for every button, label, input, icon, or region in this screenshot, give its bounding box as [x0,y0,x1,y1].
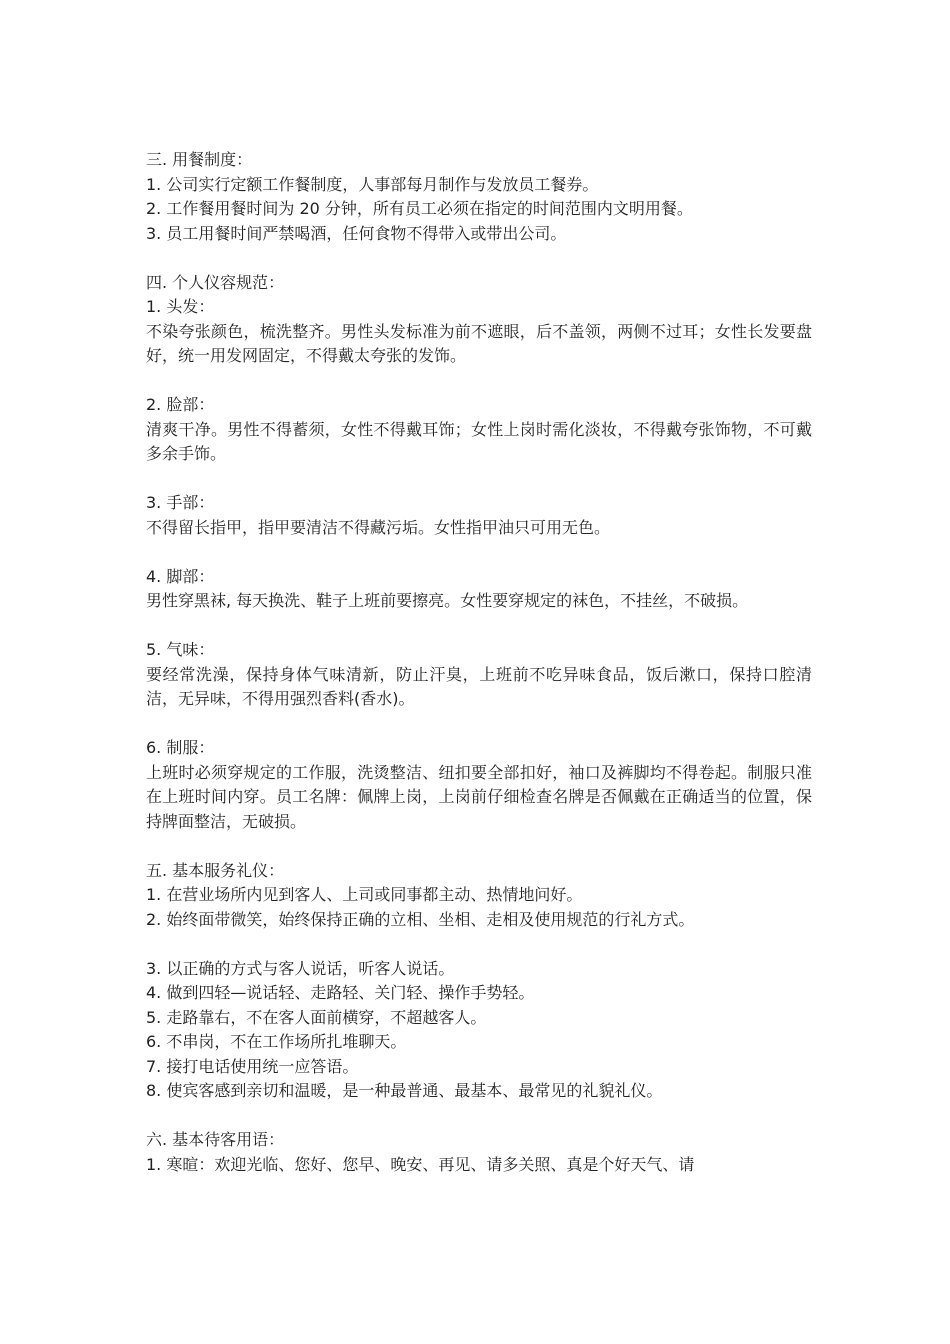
paragraph-spacer [146,712,812,737]
list-item: 1. 在营业场所内见到客人、上司或同事都主动、热情地问好。 [146,885,583,904]
section-heading: 三. 用餐制度： [146,150,253,169]
section-heading: 四. 个人仪容规范： [146,272,285,292]
item-title-feet: 4. 脚部： [146,566,215,586]
section-heading: 六. 基本待客用语： [146,1130,285,1149]
item-title-uniform: 6. 制服： [146,738,215,757]
section-dining-policy [146,148,812,246]
paragraph-spacer [146,467,812,492]
list-item: 7. 接打电话使用统一应答语。 [146,1056,359,1076]
list-item: 8. 使宾客感到亲切和温暖，是一种最普通、最基本、最常见的礼貌礼仪。 [146,1081,663,1100]
item-text-uniform: 上班时必须穿规定的工作服，洗烫整洁、纽扣要全部扣好，袖口及裤脚均不得卷起。制服只准在上班时间内穿。员工名牌：佩牌上岗，上岗前仔细检查名牌是否佩戴在正确适当的位置，保持牌面整洁，无破损。 [146,762,812,831]
paragraph-spacer [146,614,812,639]
item-text-odor: 要经常洗澡，保持身体气味清新，防止汗臭，上班前不吃异味食品，饭后漱口，保持口腔清洁，无异味，不得用强烈香料(香水)。 [146,664,812,708]
list-item: 1. 寒暄：欢迎光临、您好、您早、晚安、再见、请多关照、真是个好天气、请 [146,1154,695,1174]
item-text-face: 清爽干净。男性不得蓄须，女性不得戴耳饰；女性上岗时需化淡妆，不得戴夸张饰物，不可戴多余手饰。 [146,419,812,463]
list-item: 4. 做到四轻—说话轻、走路轻、关门轻、操作手势轻。 [146,983,535,1002]
document-body [146,148,812,1177]
item-text-feet: 男性穿黑袜, 每天换洗、鞋子上班前要擦亮。女性要穿规定的袜色，不挂丝，不破损。 [146,591,749,610]
section-grooming-standards [146,271,812,835]
item-text-hair: 不染夸张颜色，梳洗整齐。男性头发标准为前不遮眼，后不盖领，两侧不过耳；女性长发要盘好，统一用发网固定，不得戴太夸张的发饰。 [146,321,812,365]
list-item: 3. 员工用餐时间严禁喝酒，任何食物不得带入或带出公司。 [146,223,567,243]
list-item: 1. 公司实行定额工作餐制度，人事部每月制作与发放员工餐券。 [146,174,599,194]
item-title-hands: 3. 手部： [146,493,215,512]
list-item: 5. 走路靠右，不在客人面前横穿，不超越客人。 [146,1007,487,1027]
list-item: 6. 不串岗，不在工作场所扎堆聊天。 [146,1032,407,1051]
section-greeting-phrases [146,1128,812,1177]
paragraph-spacer [146,540,812,565]
section-heading: 五. 基本服务礼仪： [146,860,285,880]
section-service-etiquette [146,859,812,1104]
paragraph-spacer [146,1104,812,1129]
paragraph-spacer [146,834,812,859]
item-title-odor: 5. 气味： [146,640,215,659]
list-item: 3. 以正确的方式与客人说话，听客人说话。 [146,958,455,978]
list-item: 2. 工作餐用餐时间为 20 分钟，所有员工必须在指定的时间范围内文明用餐。 [146,199,693,218]
paragraph-spacer [146,932,812,957]
item-title-hair: 1. 头发： [146,297,215,316]
paragraph-spacer [146,246,812,271]
list-item: 2. 始终面带微笑，始终保持正确的立相、坐相、走相及使用规范的行礼方式。 [146,909,695,929]
item-title-face: 2. 脸部： [146,395,215,414]
paragraph-spacer [146,369,812,394]
item-text-hands: 不得留长指甲，指甲要清洁不得藏污垢。女性指甲油只可用无色。 [146,517,611,537]
